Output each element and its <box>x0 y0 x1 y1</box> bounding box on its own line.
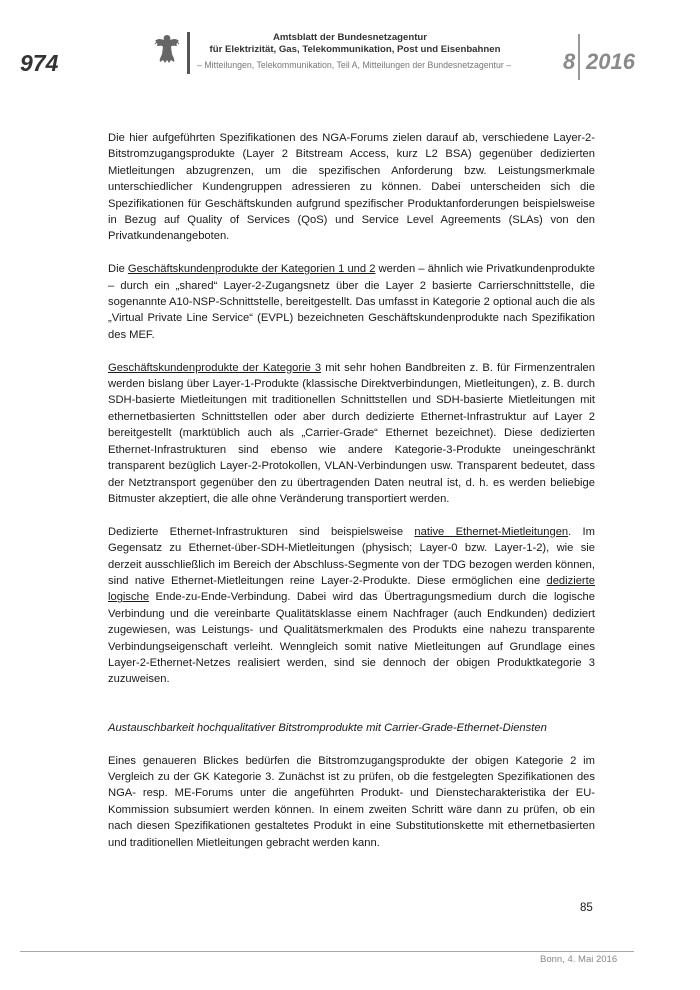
page-number: 974 <box>20 50 59 76</box>
p3-text-end: mit sehr hohen Bandbreiten z. B. für Firmenzentralen werden bislang über Layer-1-Produkte (klassische Direktverbindungen, Mietleitungen), z. B. durch SDH-basierte Mietleitungen mit traditionellen Schnittstellen und SDH-basierte Mietleitungen mit ethernetbasierten Schnittstellen oder aber durch dedizierte Ethernet-Infrastruktur auf Layer 2 bereitgestellt (marktüblich auch als „Carrier-Grade“ Ethernet bezeichnet). Diese dedizierten Ethernet-Infrastrukturen sind ebenso wie andere Kategorie-3-Produkte uneingeschränkt transparent bezüglich Layer-2-Protokollen, VLAN-Verbindungen usw. Transparent bedeutet, dass der Netztransport gegenüber den zu übertragenden Daten neutral ist, d. h. es werden beliebige Bitmuster akzeptiert, die alle ohne Veränderung transportiert werden. <box>108 361 595 505</box>
issue-divider <box>578 34 580 80</box>
p4-underlined-1: native Ethernet-Mietleitungen <box>414 525 569 538</box>
p4-underlined-2: dedizierte logische <box>108 574 595 604</box>
federal-eagle-icon <box>152 32 182 66</box>
footer-rule <box>20 951 634 952</box>
p4-text-start: Dedizierte Ethernet-Infrastrukturen sind beispielsweise <box>108 525 415 538</box>
header-subtitle: – Mitteilungen, Telekommunikation, Teil A, Mitteilungen der Bundesnetzagentur – <box>197 60 512 70</box>
paragraph-3 <box>108 360 595 508</box>
paragraph-1: Die hier aufgeführten Spezifikationen des NGA-Forums zielen darauf ab, verschiedene Layer-2-Bitstromzugangsprodukte (Layer 2 Bitstream Access, kurz L2 BSA) gegenüber dedizierten Mietleitungen abzugrenzen, um die spezifischen Anforderung bzw. Leistungsmerkmale unterschiedlicher Kundengruppen adressieren zu können. Dabei unterscheiden sich die Spezifikationen für Geschäftskunden aufgrund spezifischer Produktanforderungen beispielsweise in Bezug auf Quality of Services (QoS) und Service Level Agreements (SLAs) von den Privatkundenangeboten. <box>108 132 595 243</box>
p2-text-start: Die <box>108 263 128 276</box>
section-heading: Austauschbarkeit hochqualitativer Bitstromprodukte mit Carrier-Grade-Ethernet-Diensten <box>108 721 547 734</box>
p2-text-end: werden – ähnlich wie Privatkundenprodukte – durch ein „shared“ Layer-2-Zugangsnetz über die Layer 2 basierte Carrierschnittstelle, die sogenannte A10-NSP-Schnittstelle, bereitgestellt. Das umfasst in Kategorie 2 optional auch die als „Virtual Private Line Service“ (EVPL) bezeichneten Geschäftskundenprodukte nach Spezifikation des MEF. <box>108 263 595 341</box>
header-title-line1: Amtsblatt der Bundesnetzagentur <box>272 32 428 43</box>
body-text <box>108 130 595 867</box>
inner-page-number: 85 <box>580 902 593 914</box>
p4-text-mid: . Im Gegensatz zu Ethernet-über-SDH-Mietleitungen (physisch; Layer-0 bzw. Layer-1-2), wie sie derzeit ausschließlich im Bereich der Abschluss-Segmente von der TDG bezogen werden können, sind native Ethernet-Mietleitungen reine Layer-2-Produkte. Diese ermöglichen eine <box>108 525 595 587</box>
header-title-line2: für Elektrizität, Gas, Telekommunikation, Post und Eisenbahnen <box>209 44 501 55</box>
header-divider <box>187 32 190 74</box>
p2-underlined: Geschäftskundenprodukte der Kategorien 1 und 2 <box>127 263 376 276</box>
p4-text-end: Ende-zu-Ende-Verbindung. Dabei wird das Übertragungsmedium durch die logische Verbindung und die vereinbarte Qualitätsklasse einem Nachfrager (auch Endkunden) dediziert zugewiesen, was Leistungs- und Qualitätsmerkmalen des Produkts eine nahezu transparente Verbindungseigenschaft verleiht. Wenngleich somit native Mietleitungen auf Grundlage eines Layer-2-Ethernet-Netzes realisiert werden, sind sie dennoch der obigen Produktkategorie 3 zuzuweisen. <box>108 591 595 686</box>
paragraph-5: Eines genaueren Blickes bedürfen die Bitstromzugangsprodukte der obigen Kategorie 2 im Vergleich zu der GK Kategorie 3. Zunächst ist zu prüfen, ob die festgelegten Spezifikationen des NGA- resp. ME-Forums unter die angeführten Produkt- und Dienstecharakteristika der EU-Kommission subsumiert werden können. In einem zweiten Schritt wäre dann zu prüfen, ob ein nach diesen Spezifikationen gestaltetes Produkt in eine Substitutionskette mit ethernetbasierten und traditionellen Mietleitungen gebracht werden kann. <box>108 754 595 849</box>
paragraph-4 <box>108 524 595 688</box>
issue-year: 2016 <box>586 49 635 74</box>
issue-number: 8 <box>563 49 576 74</box>
footer-date: Bonn, 4. Mai 2016 <box>540 954 618 965</box>
paragraph-2 <box>108 261 595 343</box>
p3-underlined: Geschäftskundenprodukte der Kategorie 3 <box>108 361 322 374</box>
